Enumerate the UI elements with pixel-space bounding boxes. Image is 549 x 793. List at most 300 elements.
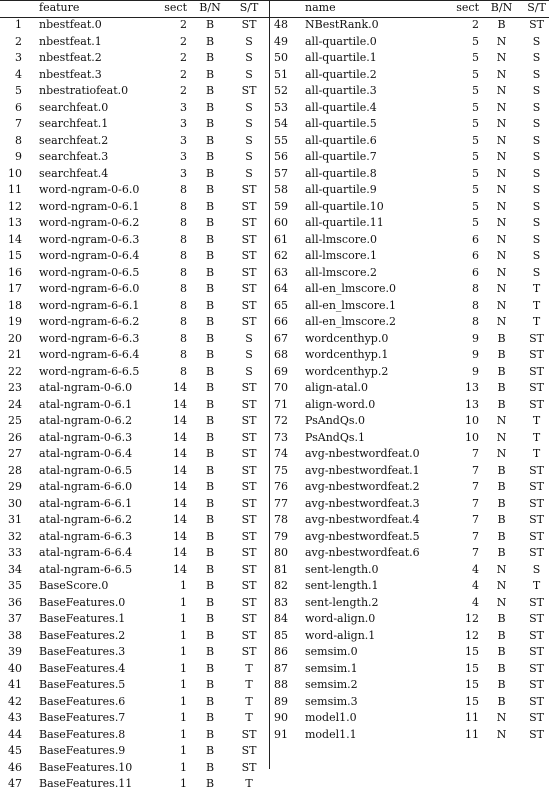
table-row: [271, 677, 549, 694]
row-index: 66: [274, 315, 288, 328]
table-row: [271, 149, 549, 166]
row-index: 11: [8, 183, 22, 196]
left-rows: [0, 17, 268, 793]
row-st: ST: [241, 760, 257, 774]
table-row: [271, 529, 549, 546]
table-row: [271, 298, 549, 315]
row-name: wordcenthyp.2: [305, 364, 389, 378]
row-index: 49: [274, 34, 288, 48]
table-row: [271, 83, 549, 100]
row-index: 70: [274, 381, 288, 394]
row-st: ST: [241, 265, 257, 279]
row-bn: B: [205, 744, 215, 757]
row-index: 35: [8, 579, 22, 592]
row-bn: N: [496, 166, 507, 180]
table-row: [271, 281, 549, 298]
row-name: model1.0: [305, 711, 357, 724]
row-sect: 8: [180, 348, 187, 361]
table-row: [271, 644, 549, 661]
table-row: [0, 760, 268, 777]
row-bn: B: [205, 397, 215, 411]
row-index: 13: [8, 216, 22, 229]
header-feature: feature: [39, 1, 80, 14]
row-st: S: [532, 150, 541, 163]
row-st: ST: [529, 348, 544, 361]
row-name: semsim.3: [305, 694, 358, 708]
row-name: wordcenthyp.0: [305, 331, 389, 345]
row-st: ST: [241, 414, 257, 427]
table-row: [0, 578, 268, 595]
row-bn: B: [205, 381, 215, 394]
row-index: 42: [8, 694, 22, 708]
row-bn: B: [205, 562, 215, 576]
row-index: 55: [274, 133, 288, 147]
row-sect: 14: [173, 529, 187, 543]
row-name: sent-length.0: [305, 562, 379, 576]
row-index: 46: [8, 760, 22, 774]
row-bn: N: [496, 298, 507, 312]
row-name: word-ngram-0-6.5: [39, 265, 140, 279]
table-row: [271, 100, 549, 117]
row-bn: B: [205, 249, 215, 262]
row-bn: B: [497, 529, 506, 543]
row-name: word-ngram-0-6.2: [39, 216, 140, 229]
row-name: avg-nbestwordfeat.1: [305, 463, 420, 477]
row-name: BaseFeatures.3: [39, 645, 126, 658]
row-name: avg-nbestwordfeat.5: [305, 529, 420, 543]
row-st: ST: [241, 397, 257, 411]
row-index: 53: [274, 100, 288, 114]
row-index: 74: [274, 447, 288, 460]
row-index: 84: [274, 612, 288, 625]
row-index: 67: [274, 331, 288, 345]
row-st: T: [532, 414, 541, 427]
row-st: ST: [241, 579, 257, 592]
row-sect: 3: [180, 100, 187, 114]
table-row: [0, 727, 268, 744]
row-index: 7: [15, 117, 22, 130]
row-st: T: [245, 678, 253, 691]
row-st: ST: [241, 282, 257, 295]
row-name: all-quartile.7: [305, 150, 377, 163]
row-index: 75: [274, 463, 288, 477]
row-sect: 15: [465, 645, 479, 658]
row-index: 77: [274, 496, 288, 510]
row-st: S: [245, 100, 253, 114]
row-name: atal-ngram-0-6.5: [39, 463, 133, 477]
row-name: all-quartile.9: [305, 183, 377, 196]
row-name: all-en_lmscore.0: [305, 282, 397, 295]
row-st: ST: [529, 529, 544, 543]
row-st: T: [245, 694, 253, 708]
table-row: [271, 67, 549, 84]
table-row: [0, 446, 268, 463]
row-sect: 12: [465, 628, 479, 642]
row-sect: 1: [180, 645, 187, 658]
row-index: 88: [274, 678, 288, 691]
row-index: 60: [274, 216, 288, 229]
row-index: 91: [274, 727, 288, 741]
row-st: T: [245, 777, 253, 790]
row-name: sent-length.1: [305, 579, 379, 592]
row-bn: N: [496, 315, 507, 328]
row-index: 18: [8, 298, 22, 312]
row-bn: N: [496, 183, 507, 196]
table-row: [0, 512, 268, 529]
row-st: ST: [529, 397, 544, 411]
row-sect: 2: [180, 84, 187, 97]
row-bn: B: [497, 694, 506, 708]
row-sect: 10: [465, 414, 479, 427]
row-name: searchfeat.1: [39, 117, 109, 130]
row-sect: 8: [472, 282, 479, 295]
row-name: all-quartile.3: [305, 84, 377, 97]
row-index: 36: [8, 595, 22, 609]
table-row: [0, 50, 268, 67]
row-st: S: [245, 117, 253, 130]
row-st: ST: [529, 678, 544, 691]
row-index: 10: [8, 166, 22, 180]
row-index: 47: [8, 777, 22, 790]
row-name: all-quartile.10: [305, 199, 384, 213]
row-st: ST: [241, 562, 257, 576]
row-name: atal-ngram-0-6.3: [39, 430, 133, 444]
row-bn: N: [496, 100, 507, 114]
row-bn: B: [205, 331, 215, 345]
table-row: [0, 413, 268, 430]
row-st: ST: [529, 612, 544, 625]
row-index: 80: [274, 546, 288, 559]
table-row: [0, 265, 268, 282]
row-bn: N: [496, 34, 507, 48]
row-sect: 8: [472, 315, 479, 328]
table-row: [0, 116, 268, 133]
row-sect: 15: [465, 678, 479, 691]
table-row: [271, 364, 549, 381]
row-name: nbestfeat.2: [39, 51, 102, 64]
row-bn: B: [497, 364, 506, 378]
row-name: nbestfeat.0: [39, 18, 102, 31]
row-sect: 5: [472, 51, 479, 64]
row-sect: 6: [472, 265, 479, 279]
row-bn: N: [496, 562, 507, 576]
row-bn: N: [496, 282, 507, 295]
row-name: BaseFeatures.1: [39, 612, 126, 625]
row-index: 87: [274, 661, 288, 675]
table-row: [0, 380, 268, 397]
table-row: [271, 727, 549, 744]
row-sect: 7: [472, 513, 479, 526]
row-sect: 1: [180, 579, 187, 592]
row-bn: B: [497, 331, 506, 345]
table-row: [271, 463, 549, 480]
header-sect: sect: [164, 1, 187, 14]
row-sect: 14: [173, 447, 187, 460]
row-sect: 8: [180, 265, 187, 279]
row-bn: B: [205, 51, 215, 64]
row-index: 89: [274, 694, 288, 708]
row-sect: 9: [472, 364, 479, 378]
row-st: ST: [529, 480, 544, 493]
row-name: avg-nbestwordfeat.4: [305, 513, 420, 526]
row-name: atal-ngram-0-6.4: [39, 447, 133, 460]
row-name: all-quartile.4: [305, 100, 377, 114]
row-sect: 4: [472, 579, 479, 592]
row-st: S: [532, 232, 541, 246]
row-name: word-align.1: [305, 628, 376, 642]
row-st: ST: [241, 199, 257, 213]
row-name: word-ngram-6-6.5: [39, 364, 140, 378]
row-st: ST: [529, 661, 544, 675]
table-row: [271, 34, 549, 51]
row-st: ST: [241, 216, 257, 229]
header-sect: sect: [456, 1, 479, 14]
row-name: atal-ngram-6-6.5: [39, 562, 133, 576]
header-bn: B/N: [199, 1, 221, 14]
row-index: 17: [8, 282, 22, 295]
row-bn: B: [205, 760, 215, 774]
row-index: 71: [274, 397, 288, 411]
table-row: [0, 463, 268, 480]
row-bn: B: [497, 612, 506, 625]
table-row: [271, 166, 549, 183]
row-st: T: [532, 447, 541, 460]
table-row: [271, 578, 549, 595]
row-bn: B: [205, 628, 215, 642]
row-sect: 1: [180, 760, 187, 774]
row-st: ST: [241, 628, 257, 642]
row-name: nbestfeat.1: [39, 34, 102, 48]
row-name: all-quartile.8: [305, 166, 377, 180]
row-bn: B: [205, 216, 215, 229]
row-index: 33: [8, 546, 22, 559]
row-index: 72: [274, 414, 288, 427]
row-st: ST: [241, 727, 257, 741]
row-st: ST: [529, 513, 544, 526]
row-bn: B: [205, 67, 215, 81]
row-bn: B: [205, 232, 215, 246]
table-row: [0, 595, 268, 612]
row-sect: 1: [180, 711, 187, 724]
row-st: ST: [241, 496, 257, 510]
table-row: [271, 199, 549, 216]
row-sect: 8: [180, 331, 187, 345]
header-bn: B/N: [490, 1, 513, 14]
table-row: [271, 628, 549, 645]
row-name: align-word.0: [305, 397, 376, 411]
row-sect: 2: [180, 34, 187, 48]
table-row: [271, 331, 549, 348]
row-index: 62: [274, 249, 288, 262]
row-sect: 5: [472, 166, 479, 180]
table-row: [271, 232, 549, 249]
row-index: 24: [8, 397, 22, 411]
table-row: [0, 67, 268, 84]
row-st: ST: [529, 645, 544, 658]
row-name: nbestfeat.3: [39, 67, 102, 81]
row-bn: N: [496, 232, 507, 246]
row-index: 28: [8, 463, 22, 477]
row-name: all-quartile.5: [305, 117, 377, 130]
row-name: atal-ngram-0-6.0: [39, 381, 133, 394]
row-st: S: [532, 265, 541, 279]
row-sect: 11: [465, 711, 479, 724]
row-sect: 13: [465, 397, 479, 411]
row-st: S: [532, 34, 541, 48]
row-name: atal-ngram-6-6.0: [39, 480, 133, 493]
row-sect: 14: [173, 414, 187, 427]
row-name: searchfeat.2: [39, 133, 109, 147]
table-row: [271, 133, 549, 150]
row-bn: B: [205, 579, 215, 592]
row-index: 40: [8, 661, 22, 675]
row-name: word-ngram-6-6.0: [39, 282, 140, 295]
row-name: BaseFeatures.2: [39, 628, 126, 642]
row-index: 58: [274, 183, 288, 196]
row-sect: 3: [180, 150, 187, 163]
row-name: BaseFeatures.9: [39, 744, 126, 757]
row-bn: N: [496, 711, 507, 724]
row-bn: B: [205, 513, 215, 526]
row-sect: 5: [472, 199, 479, 213]
row-sect: 14: [173, 397, 187, 411]
table-row: [0, 430, 268, 447]
row-bn: B: [497, 661, 506, 675]
row-st: ST: [241, 315, 257, 328]
row-name: BaseFeatures.5: [39, 678, 126, 691]
row-sect: 4: [472, 562, 479, 576]
table-row: [0, 496, 268, 513]
row-bn: N: [496, 727, 507, 741]
row-st: ST: [241, 645, 257, 658]
row-name: atal-ngram-6-6.2: [39, 513, 133, 526]
left-panel: [0, 0, 268, 793]
row-name: atal-ngram-0-6.1: [39, 397, 133, 411]
row-bn: B: [205, 133, 215, 147]
row-name: BaseFeatures.10: [39, 760, 133, 774]
row-name: BaseFeatures.7: [39, 711, 126, 724]
row-sect: 5: [472, 100, 479, 114]
row-st: S: [532, 562, 541, 576]
row-bn: N: [496, 199, 507, 213]
row-st: S: [532, 51, 541, 64]
row-index: 32: [8, 529, 22, 543]
row-sect: 5: [472, 150, 479, 163]
row-name: all-en_lmscore.2: [305, 315, 397, 328]
row-bn: N: [496, 216, 507, 229]
row-name: word-ngram-6-6.3: [39, 331, 140, 345]
row-name: atal-ngram-0-6.2: [39, 414, 133, 427]
row-sect: 8: [472, 298, 479, 312]
row-sect: 14: [173, 546, 187, 559]
row-index: 3: [15, 51, 22, 64]
row-bn: B: [497, 18, 506, 31]
row-st: S: [245, 348, 253, 361]
row-sect: 7: [472, 447, 479, 460]
row-index: 48: [274, 18, 288, 31]
row-bn: B: [205, 84, 215, 97]
table-row: [271, 116, 549, 133]
row-bn: B: [205, 661, 215, 675]
row-sect: 9: [472, 348, 479, 361]
row-sect: 7: [472, 496, 479, 510]
row-name: word-ngram-6-6.1: [39, 298, 140, 312]
row-sect: 15: [465, 694, 479, 708]
row-sect: 9: [472, 331, 479, 345]
row-name: align-atal.0: [305, 381, 368, 394]
table-row: [0, 364, 268, 381]
row-index: 2: [15, 34, 22, 48]
row-bn: B: [205, 546, 215, 559]
row-name: word-ngram-0-6.3: [39, 232, 140, 246]
row-index: 85: [274, 628, 288, 642]
row-sect: 8: [180, 232, 187, 246]
right-rows: [271, 17, 549, 743]
row-bn: B: [205, 430, 215, 444]
row-bn: B: [205, 529, 215, 543]
row-name: word-ngram-0-6.0: [39, 183, 140, 196]
row-name: atal-ngram-6-6.3: [39, 529, 133, 543]
row-bn: B: [497, 678, 506, 691]
row-index: 39: [8, 645, 22, 658]
row-index: 6: [15, 100, 22, 114]
row-st: S: [532, 117, 541, 130]
row-bn: B: [205, 150, 215, 163]
row-sect: 2: [180, 51, 187, 64]
table-row: [271, 314, 549, 331]
row-index: 26: [8, 430, 22, 444]
row-st: S: [245, 67, 253, 81]
table-row: [0, 611, 268, 628]
row-index: 19: [8, 315, 22, 328]
row-bn: B: [205, 348, 215, 361]
row-index: 23: [8, 381, 22, 394]
header-index: [0, 0, 22, 17]
row-sect: 1: [180, 727, 187, 741]
row-sect: 7: [472, 546, 479, 559]
table-row: [0, 743, 268, 760]
table-row: [0, 479, 268, 496]
row-sect: 3: [180, 117, 187, 130]
row-bn: N: [496, 84, 507, 97]
row-st: ST: [529, 727, 544, 741]
row-bn: N: [496, 133, 507, 147]
row-st: S: [532, 166, 541, 180]
row-bn: B: [205, 612, 215, 625]
row-name: semsim.0: [305, 645, 358, 658]
row-sect: 1: [180, 628, 187, 642]
row-st: S: [532, 84, 541, 97]
row-name: avg-nbestwordfeat.0: [305, 447, 420, 460]
row-name: NBestRank.0: [305, 18, 379, 31]
row-bn: N: [496, 265, 507, 279]
row-st: ST: [529, 595, 544, 609]
table-row: [0, 149, 268, 166]
row-sect: 14: [173, 430, 187, 444]
row-sect: 5: [472, 84, 479, 97]
row-name: all-lmscore.2: [305, 265, 377, 279]
row-sect: 6: [472, 249, 479, 262]
row-bn: B: [497, 513, 506, 526]
row-st: ST: [241, 430, 257, 444]
row-bn: B: [205, 364, 215, 378]
row-st: ST: [241, 612, 257, 625]
row-st: T: [532, 282, 541, 295]
row-sect: 2: [180, 18, 187, 31]
row-sect: 10: [465, 430, 479, 444]
row-index: 52: [274, 84, 288, 97]
row-bn: B: [497, 496, 506, 510]
